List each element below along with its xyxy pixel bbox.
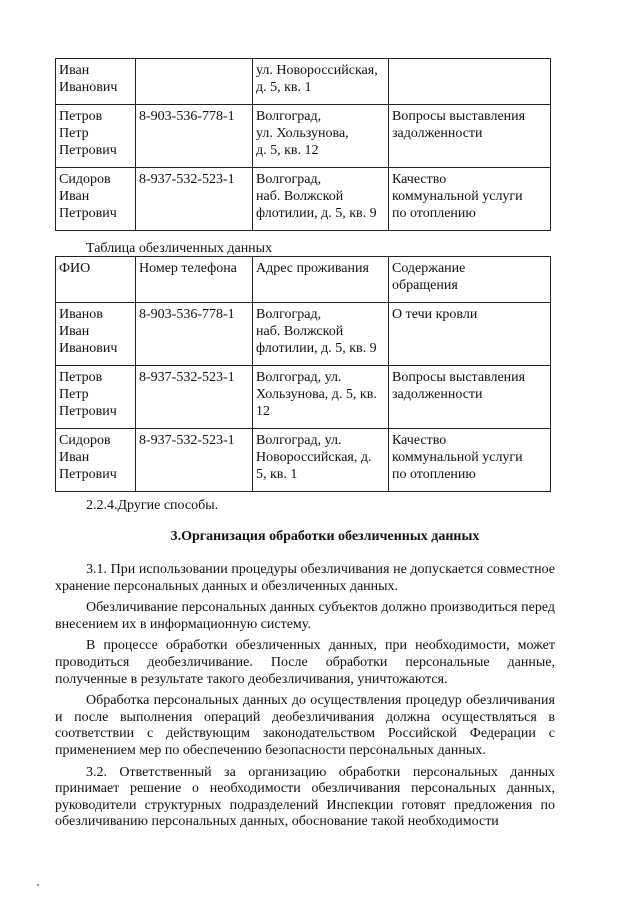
address-cell: Волгоград, ул. Хользунова, д. 5, кв. 12 [253,366,389,429]
content-cell: Качество коммунальной услуги по отоплению [389,429,551,492]
content-cell: Качество коммунальной услуги по отоплению [389,168,551,231]
column-header-address: Адрес проживания [253,257,389,303]
fio-cell: Иванов Иван Иванович [56,303,136,366]
table-row [56,168,551,231]
content-cell: Вопросы выставления задолженности [389,105,551,168]
section-heading: 3.Организация обработки обезличенных данных [170,529,480,544]
column-header-content: Содержание обращения [389,257,551,303]
phone-cell [136,59,253,105]
other-methods-item: 2.2.4.Другие способы. [86,498,219,513]
paragraph: Обезличивание персональных данных субъектов должно производиться перед внесением их в информационную систему. [55,600,555,632]
personal-data-table-continued [55,58,551,231]
fio-cell: Петров Петр Петрович [56,366,136,429]
scan-speck [37,884,39,886]
fio-cell: Сидоров Иван Петрович [56,429,136,492]
table-row [56,429,551,492]
paragraph: Обработка персональных данных до осуществления процедур обезличивания и после выполнения операций деобезличивания должна осуществляться в соответствии с действующим законодательством Российской Федерации с применением мер по обеспечению безопасности персональных данных. [55,693,555,758]
phone-cell: 8-937-532-523-1 [136,366,253,429]
fio-cell: Иван Иванович [56,59,136,105]
address-cell: Волгоград, ул. Хользунова, д. 5, кв. 12 [253,105,389,168]
column-header-phone: Номер телефона [136,257,253,303]
fio-cell: Петров Петр Петрович [56,105,136,168]
content-cell [389,59,551,105]
address-cell: Волгоград, наб. Волжской флотилии, д. 5, кв. 9 [253,168,389,231]
column-header-fio: ФИО [56,257,136,303]
section-body [55,562,555,836]
fio-cell: Сидоров Иван Петрович [56,168,136,231]
table-header-row [56,257,551,303]
content-cell: Вопросы выставления задолженности [389,366,551,429]
content-cell: О течи кровли [389,303,551,366]
address-cell: ул. Новороссийская, д. 5, кв. 1 [253,59,389,105]
table-row [56,59,551,105]
table-row [56,105,551,168]
phone-cell: 8-903-536-778-1 [136,303,253,366]
table-caption: Таблица обезличенных данных [86,241,273,256]
anonymized-data-table [55,256,551,492]
address-cell: Волгоград, ул. Новороссийская, д. 5, кв. 1 [253,429,389,492]
table-row [56,366,551,429]
paragraph: В процессе обработки обезличенных данных, при необходимости, может проводиться деобезличивание. После обработки персональные данные, полученные в результате такого деобезличивания, уничтожаются. [55,638,555,687]
phone-cell: 8-937-532-523-1 [136,429,253,492]
address-cell: Волгоград, наб. Волжской флотилии, д. 5, кв. 9 [253,303,389,366]
phone-cell: 8-903-536-778-1 [136,105,253,168]
table-row [56,303,551,366]
paragraph: 3.1. При использовании процедуры обезличивания не допускается совместное хранение персональных данных и обезличенных данных. [55,562,555,594]
paragraph: 3.2. Ответственный за организацию обработки персональных данных принимает решение о необходимости обезличивания персональных данных, руководители структурных подразделений Инспекции готовят предложения по обезличиванию персональных данных, обоснование такой необходимости [55,764,555,830]
phone-cell: 8-937-532-523-1 [136,168,253,231]
